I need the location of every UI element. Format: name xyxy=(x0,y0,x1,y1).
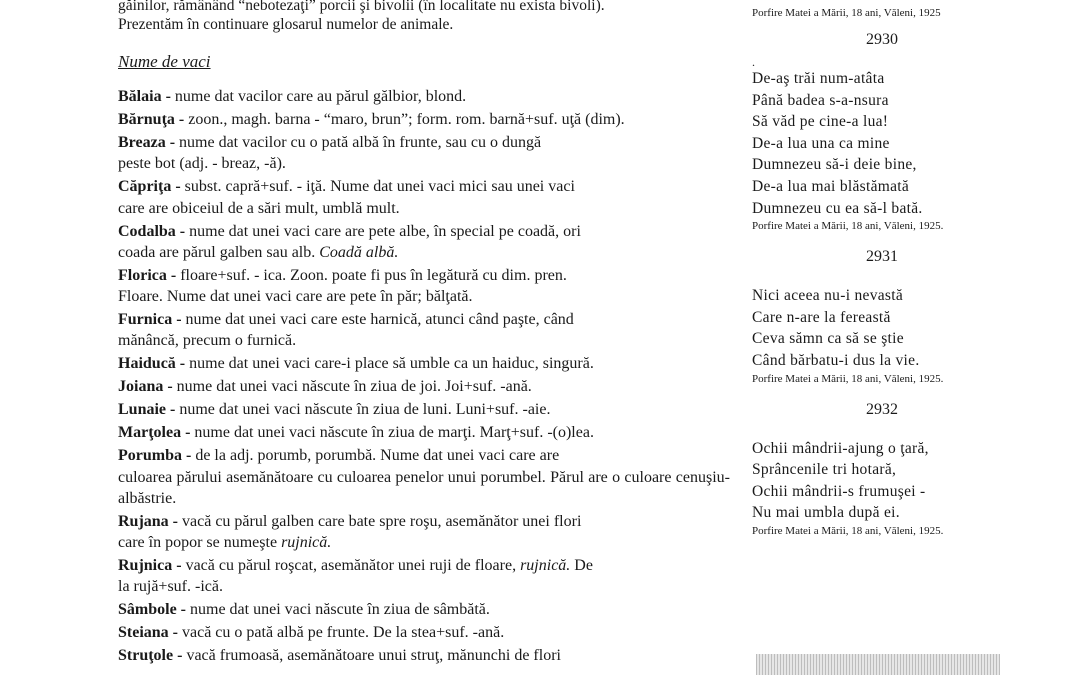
entry-definition: nume dat unei vaci care are pete albe, în special pe coadă, ori xyxy=(189,222,581,240)
glossary-column xyxy=(118,0,730,668)
poem-number: 2932 xyxy=(866,400,898,418)
glossary-entry xyxy=(118,376,730,397)
entry-definition: de la adj. porumb, porumbă. Nume dat unei vaci care are xyxy=(195,447,560,465)
glossary-entry xyxy=(118,109,730,130)
entry-term: Joiana - xyxy=(118,378,173,396)
poem-line: De-a lua una ca mine xyxy=(752,134,890,152)
section-title: Nume de vaci xyxy=(118,52,211,71)
page-edge-stripe xyxy=(756,654,1000,675)
entry-continuation-text: mănâncă, precum o furnică. xyxy=(118,332,297,350)
entry-continuation-text: culoarea părului asemănătoare cu culoarea penelor unui porumbel. Părul are o culoare cenuşiu-albăstrie. xyxy=(118,468,730,507)
entry-term: Marţolea - xyxy=(118,424,191,442)
poem-number: 2930 xyxy=(866,31,898,48)
entry-term: Căpriţa - xyxy=(118,178,181,196)
entry-continuation-italic: Coadă albă. xyxy=(319,243,399,261)
entry-term: Codalba - xyxy=(118,222,186,240)
poem-source: Porfire Matei a Mării, 18 ani, Văleni, 1925. xyxy=(752,220,944,233)
glossary-entry xyxy=(118,353,730,374)
glossary-entry xyxy=(118,511,730,554)
entry-definition: nume dat vacilor cu o pată albă în frunte, sau cu o dungă xyxy=(179,133,542,151)
poem-line: Nici aceea nu-i nevastă xyxy=(752,287,904,305)
entry-continuation xyxy=(118,576,730,597)
entry-definition: nume dat unei vaci care este harnică, atunci când paşte, când xyxy=(185,311,574,329)
entry-term: Rujana - xyxy=(118,512,179,530)
poem-line: Dumnezeu să-i deie bine, xyxy=(752,156,917,174)
poem-line: De-a lua mai blăstămată xyxy=(752,177,910,195)
entry-definition: vacă cu părul galben care bate spre roşu, asemănător unei flori xyxy=(182,512,582,530)
entry-continuation xyxy=(118,153,730,174)
entry-definition: nume dat unei vaci care-i place să umble ca un haiduc, singură. xyxy=(189,355,594,373)
poem-line: Până badea s-a-nsura xyxy=(752,91,889,109)
glossary-entry xyxy=(118,309,730,352)
glossary-entry xyxy=(118,221,730,264)
poem-source: Porfire Matei a Mării, 18 ani, Văleni, 1925. xyxy=(752,372,944,385)
poem-line: Ceva sămn ca să se ştie xyxy=(752,330,904,348)
poem-line: Când bărbatu-i dus la vie. xyxy=(752,351,920,369)
entry-term: Struţole - xyxy=(118,647,183,665)
entry-continuation xyxy=(118,330,730,351)
entry-term: Breaza - xyxy=(118,133,176,151)
poem xyxy=(752,30,1012,233)
glossary-entry xyxy=(118,599,730,620)
poem-number: 2931 xyxy=(866,248,898,266)
entry-term: Bălaia - xyxy=(118,88,171,105)
entry-definition: vacă frumoasă, asemănătoare unui struţ, mănunchi de flori xyxy=(186,647,561,665)
entry-term: Porumba - xyxy=(118,447,192,465)
entry-continuation xyxy=(118,242,730,263)
entry-term: Bărnuţa - xyxy=(118,110,185,128)
poem-line: Dumnezeu cu ea să-l bată. xyxy=(752,199,923,217)
glossary-entry xyxy=(118,445,730,509)
poem-line: De-aş trăi num-atâta xyxy=(752,70,885,87)
entry-definition: nume dat vacilor care au părul gălbior, blond. xyxy=(174,88,467,105)
poem xyxy=(752,247,1012,385)
poem-line: Să văd pe cine-a lua! xyxy=(752,113,889,131)
entry-continuation xyxy=(118,532,730,553)
poem-line: Ochii mândrii-ajung o ţară, xyxy=(752,439,929,457)
intro-line-2: Prezentăm în continuare glosarul numelor de animale. xyxy=(118,16,454,33)
entry-continuation-text: care are obiceiul de a sări mult, umblă mult. xyxy=(118,199,400,217)
entry-continuation xyxy=(118,198,730,219)
entry-continuation-text: care în popor se numeşte xyxy=(118,534,278,552)
poems-column xyxy=(752,0,1012,538)
poem-line: Nu mai umbla după ei. xyxy=(752,504,900,522)
poem-list xyxy=(752,30,1012,538)
entry-definition: nume dat unei vaci născute în ziua de sâmbătă. xyxy=(190,601,490,619)
entry-continuation-text: peste bot (adj. - breaz, -ă). xyxy=(118,155,286,173)
top-source: Porfire Matei a Mării, 18 ani, Văleni, 1925 xyxy=(752,7,941,19)
poem xyxy=(752,400,1012,538)
entry-continuation-text: Floare. Nume dat unei vaci care are pete în păr; bălţată. xyxy=(118,288,473,306)
glossary-entry xyxy=(118,265,730,308)
entry-definition: vacă cu o pată albă pe frunte. De la stea+suf. -ană. xyxy=(182,624,505,642)
poem-line: Care n-are la fereastă xyxy=(752,308,891,326)
entry-continuation-text: coada are părul galben sau alb. xyxy=(118,243,316,261)
poem-lead-mark: . xyxy=(752,55,755,69)
entry-definition: floare+suf. - ica. Zoon. poate fi pus în legătură cu dim. pren. xyxy=(180,266,567,284)
glossary-entry xyxy=(118,622,730,643)
entry-term: Florica - xyxy=(118,266,177,284)
entry-continuation-text: la rujă+suf. -ică. xyxy=(118,578,223,596)
entry-continuation xyxy=(118,467,730,510)
entry-term: Steiana - xyxy=(118,624,178,642)
entry-term: Lunaie - xyxy=(118,401,176,419)
glossary-entry xyxy=(118,176,730,219)
glossary-list xyxy=(118,86,730,667)
entry-term: Sâmbole - xyxy=(118,601,186,619)
poem-line: Sprâncenile tri hotară, xyxy=(752,461,897,479)
entry-definition: nume dat unei vaci născute în ziua de joi. Joi+suf. -ană. xyxy=(176,378,532,396)
entry-definition-tail: De xyxy=(574,557,593,575)
glossary-entry xyxy=(118,645,730,666)
poem-source: Porfire Matei a Mării, 18 ani, Văleni, 1925. xyxy=(752,524,944,537)
entry-term: Haiducă - xyxy=(118,355,186,373)
glossary-entry xyxy=(118,132,730,175)
glossary-entry xyxy=(118,399,730,420)
entry-continuation-italic: rujnică. xyxy=(281,534,332,552)
entry-definition: nume dat unei vaci născute în ziua de marţi. Marţ+suf. -(o)lea. xyxy=(194,424,594,442)
entry-definition: zoon., magh. barna - “maro, brun”; form. rom. barnă+suf. uţă (dim). xyxy=(188,110,625,128)
poem-line: Ochii mândrii-s frumuşei - xyxy=(752,482,926,500)
entry-continuation xyxy=(118,286,730,307)
entry-italic: rujnică. xyxy=(520,557,571,575)
glossary-entry xyxy=(118,86,730,107)
entry-definition: subst. capră+suf. - iţă. Nume dat unei vaci mici sau unei vaci xyxy=(184,178,575,196)
glossary-entry xyxy=(118,422,730,443)
entry-definition: nume dat unei vaci născute în ziua de luni. Luni+suf. -aie. xyxy=(179,401,551,419)
glossary-entry xyxy=(118,555,730,598)
entry-definition: vacă cu părul roşcat, asemănător unei ruji de floare, xyxy=(185,557,517,575)
entry-term: Furnica - xyxy=(118,311,182,329)
entry-term: Rujnica - xyxy=(118,557,182,575)
intro-line-1: găinilor, rămânând “nebotezaţi” porcii şi bivolii (în localitate nu exista bivoli). xyxy=(118,0,605,14)
